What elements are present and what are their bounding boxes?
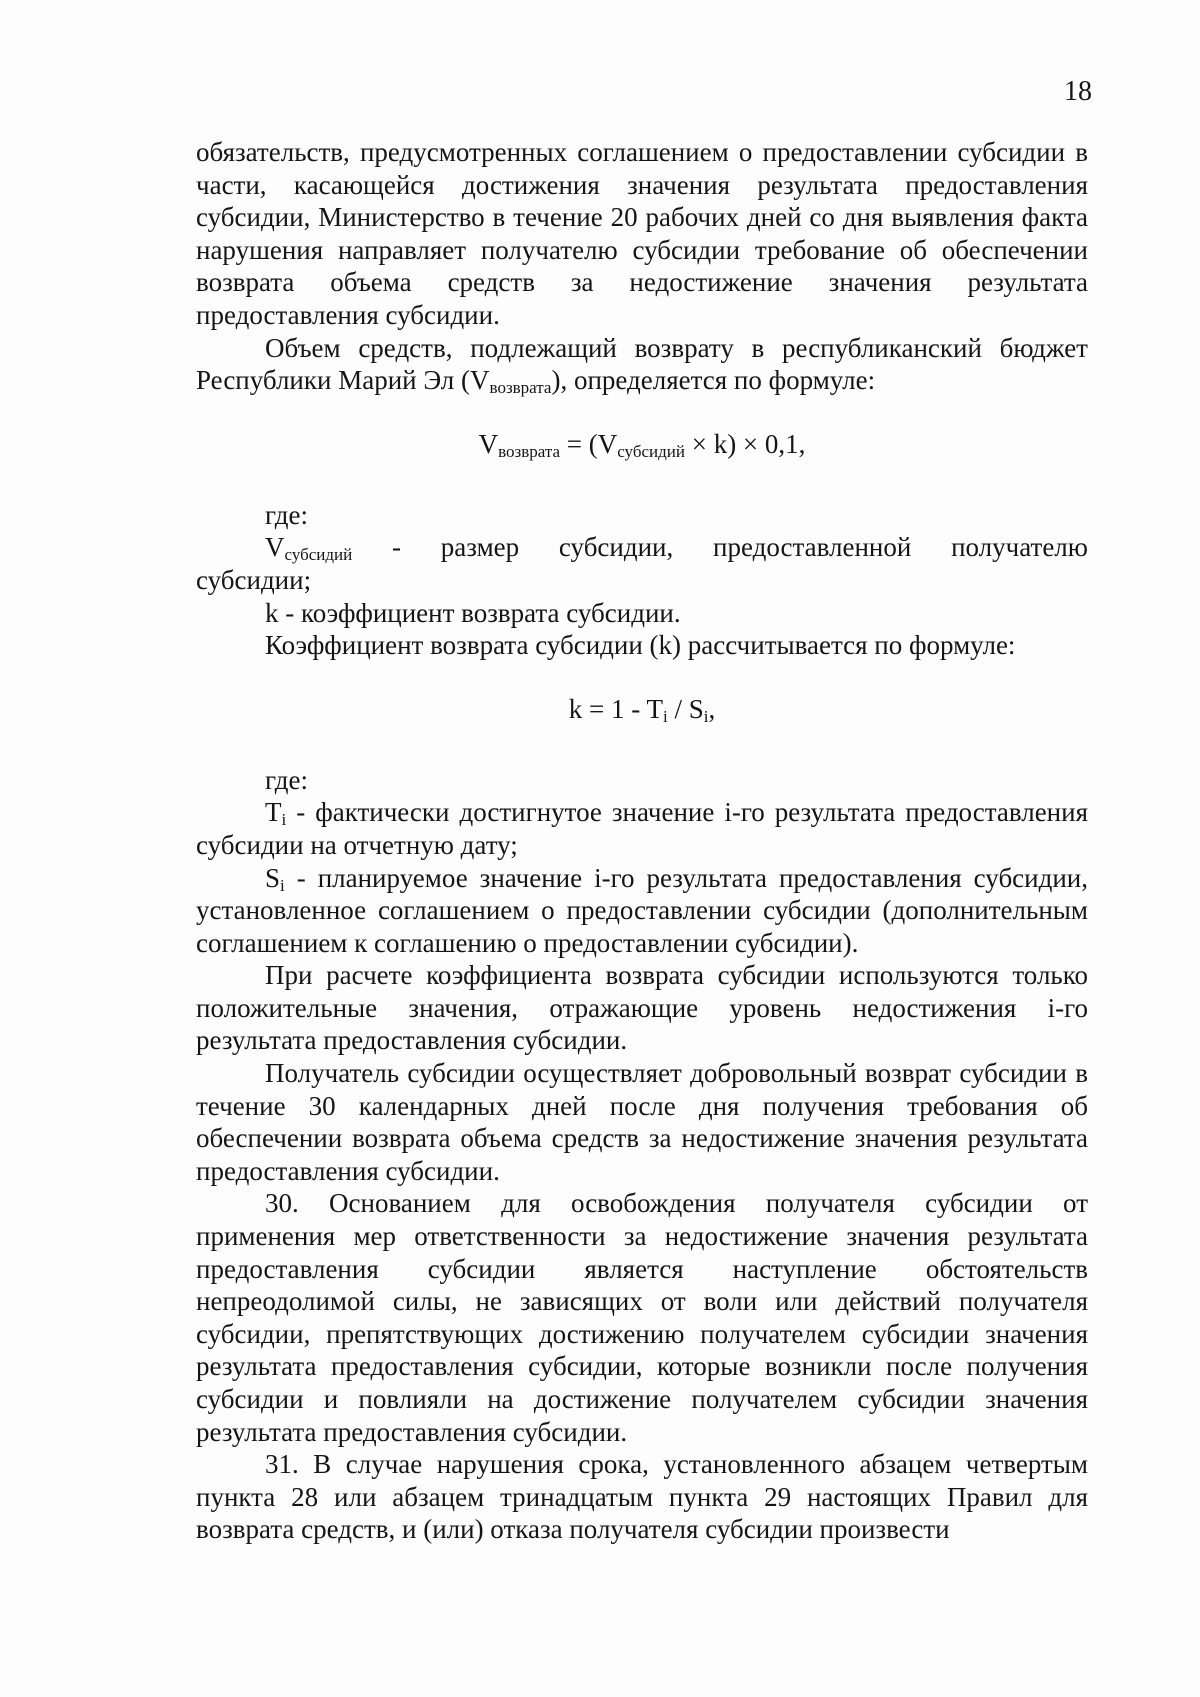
paragraph-voluntary-return: Получатель субсидии осуществляет добровольный возврат субсидии в течение 30 календарных дней после дня получения требования об обеспечении возврата объема средств за недостижение значения результата предоставления субсидии. <box>196 1058 1088 1186</box>
paragraph-30: 30. Основанием для освобождения получателя субсидии от применения мер ответственности за недостижение значения результата предоставления субсидии является наступление обстоятельств непреодолимой силы, не зависящих от воли или действий получателя субсидии, препятствующих достижению получателем субсидии значения результата предоставления субсидии, которые возникли после получения субсидии и повлияли на достижение получателем субсидии значения результата предоставления субсидии. <box>196 1188 1088 1447</box>
where-label: где: <box>265 499 308 530</box>
where-label: где: <box>265 764 308 795</box>
paragraph-31: 31. В случае нарушения срока, установленного абзацем четвертым пункта 28 или абзацем тринадцатым пункта 29 настоящих Правил для возврата средств, и (или) отказа получателя субсидии произвести <box>196 1449 1088 1545</box>
formula-subscript: i <box>662 706 668 726</box>
definition-text: - планируемое значение i-го результата предоставления субсидии, установленное соглашением о предоставлении субсидии (дополнительным соглашением к соглашению о предоставлении субсидии). <box>196 862 1088 958</box>
symbol-subscript: i <box>280 875 285 895</box>
text-fragment: ), определяется по формуле: <box>551 365 876 396</box>
document-body <box>196 136 1088 1546</box>
symbol-subscript: i <box>281 810 287 830</box>
paragraph-calculation: При расчете коэффициента возврата субсидии используются только положительные значения, отражающие уровень недостижения i-го результата предоставления субсидии. <box>196 960 1088 1056</box>
definition-t <box>196 796 1088 861</box>
symbol-s: S <box>265 862 281 893</box>
paragraph-k-intro: Коэффициент возврата субсидии (k) рассчитывается по формуле: <box>265 630 1016 661</box>
paragraph-obligations: обязательств, предусмотренных соглашением о предоставлении субсидии в части, касающейся достижения значения результата предоставления субсидии, Министерство в течение 20 рабочих дней со дня выявления факта нарушения направляет получателю субсидии требование об обеспечении возврата объема средств за недостижение значения результата предоставления субсидии. <box>196 137 1088 330</box>
definition-symbol <box>265 531 352 564</box>
formula-subscript: возврата <box>498 441 561 461</box>
definition-s <box>196 862 1088 960</box>
definition-text: - фактически достигнутое значение i-го результата предоставления субсидии на отчетную дату; <box>196 797 1088 860</box>
definition-word: субсидии, <box>558 532 674 563</box>
text-fragment: Объем средств, подлежащий возврату в республиканский бюджет Республики Марий Эл (V <box>196 332 1088 396</box>
formula-symbol: , <box>708 693 716 724</box>
formula-symbol: V <box>478 428 499 459</box>
subscript: возврата <box>489 378 552 398</box>
definition-continuation: субсидии; <box>196 564 312 595</box>
symbol-v: V <box>265 532 285 563</box>
formula-symbol: k = 1 - T <box>568 693 663 724</box>
definition-word: размер <box>440 532 520 563</box>
formula-return-volume <box>196 427 1088 461</box>
formula-k <box>196 692 1088 726</box>
formula-symbol: = (V <box>560 428 618 459</box>
paragraph-return-volume <box>196 332 1088 397</box>
definition-dash: - <box>392 532 402 563</box>
definition-k: k - коэффициент возврата субсидии. <box>265 597 681 628</box>
formula-symbol: × k) × 0,1, <box>684 428 806 459</box>
formula-subscript: i <box>703 706 709 726</box>
formula-subscript: субсидий <box>617 441 685 461</box>
symbol-t: T <box>265 797 282 828</box>
symbol-subscript: субсидий <box>284 545 353 565</box>
definition-v-subsidy <box>265 531 1088 564</box>
formula-symbol: / S <box>667 693 704 724</box>
definition-word: предоставленной <box>713 532 912 563</box>
page-number: 18 <box>1064 76 1092 107</box>
definition-word: получателю <box>951 532 1088 563</box>
